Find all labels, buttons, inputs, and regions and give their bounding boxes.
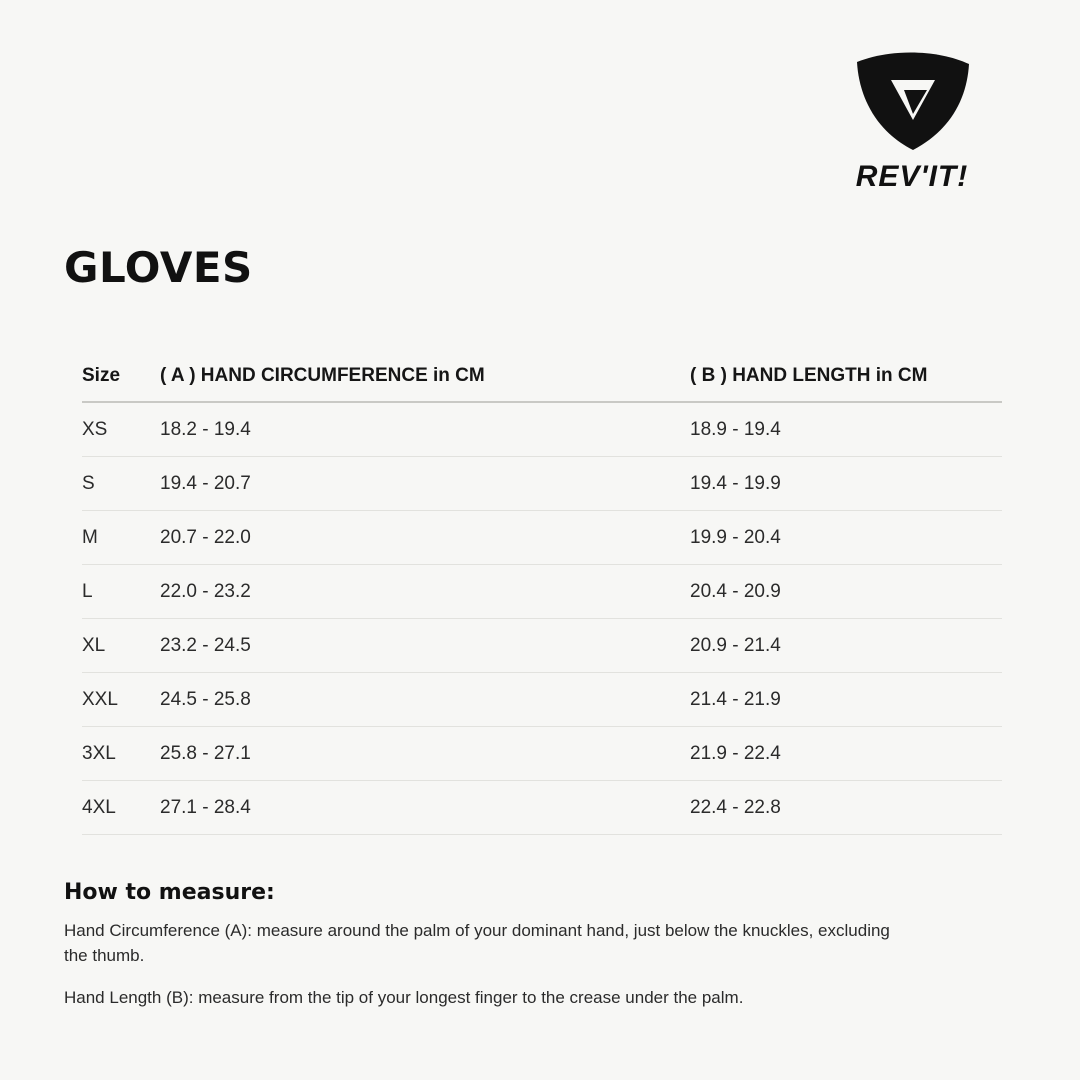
column-header-hand-circumference: ( A ) HAND CIRCUMFERENCE in CM bbox=[160, 365, 690, 402]
table-row bbox=[82, 457, 1002, 511]
cell-size: L bbox=[82, 565, 160, 619]
cell-size: S bbox=[82, 457, 160, 511]
cell-hand-circumference: 18.2 - 19.4 bbox=[160, 402, 690, 457]
cell-size: XXL bbox=[82, 673, 160, 727]
cell-hand-length: 20.9 - 21.4 bbox=[690, 619, 1002, 673]
cell-hand-circumference: 25.8 - 27.1 bbox=[160, 727, 690, 781]
cell-size: XS bbox=[82, 402, 160, 457]
table-row bbox=[82, 565, 1002, 619]
cell-hand-circumference: 27.1 - 28.4 bbox=[160, 781, 690, 835]
table-body bbox=[82, 402, 1002, 835]
cell-size: XL bbox=[82, 619, 160, 673]
page-title: GLOVES bbox=[64, 243, 253, 292]
cell-hand-circumference: 20.7 - 22.0 bbox=[160, 511, 690, 565]
brand-wordmark: REV'IT! bbox=[855, 160, 969, 193]
how-to-measure-section bbox=[64, 880, 964, 1011]
cell-hand-circumference: 23.2 - 24.5 bbox=[160, 619, 690, 673]
cell-hand-length: 19.9 - 20.4 bbox=[690, 511, 1002, 565]
revit-shield-logo-icon bbox=[847, 46, 977, 154]
table-row bbox=[82, 619, 1002, 673]
how-to-measure-paragraph-circumference: Hand Circumference (A): measure around the palm of your dominant hand, just below the knuckles, excluding the thumb. bbox=[64, 921, 890, 965]
table-row bbox=[82, 673, 1002, 727]
cell-size: M bbox=[82, 511, 160, 565]
table-header-row bbox=[82, 365, 1002, 402]
cell-hand-length: 21.9 - 22.4 bbox=[690, 727, 1002, 781]
cell-size: 4XL bbox=[82, 781, 160, 835]
cell-size: 3XL bbox=[82, 727, 160, 781]
cell-hand-length: 21.4 - 21.9 bbox=[690, 673, 1002, 727]
brand-logo bbox=[822, 46, 1002, 194]
cell-hand-circumference: 22.0 - 23.2 bbox=[160, 565, 690, 619]
table-row bbox=[82, 511, 1002, 565]
table-row bbox=[82, 781, 1002, 835]
size-chart-table bbox=[82, 365, 1002, 835]
how-to-measure-title: How to measure: bbox=[64, 880, 275, 905]
table-row bbox=[82, 727, 1002, 781]
cell-hand-circumference: 24.5 - 25.8 bbox=[160, 673, 690, 727]
cell-hand-length: 19.4 - 19.9 bbox=[690, 457, 1002, 511]
cell-hand-length: 22.4 - 22.8 bbox=[690, 781, 1002, 835]
cell-hand-circumference: 19.4 - 20.7 bbox=[160, 457, 690, 511]
how-to-measure-paragraph-length: Hand Length (B): measure from the tip of your longest finger to the crease under the palm. bbox=[64, 988, 744, 1008]
cell-hand-length: 18.9 - 19.4 bbox=[690, 402, 1002, 457]
column-header-hand-length: ( B ) HAND LENGTH in CM bbox=[690, 365, 1002, 402]
cell-hand-length: 20.4 - 20.9 bbox=[690, 565, 1002, 619]
column-header-size: Size bbox=[82, 365, 160, 402]
table-row bbox=[82, 402, 1002, 457]
